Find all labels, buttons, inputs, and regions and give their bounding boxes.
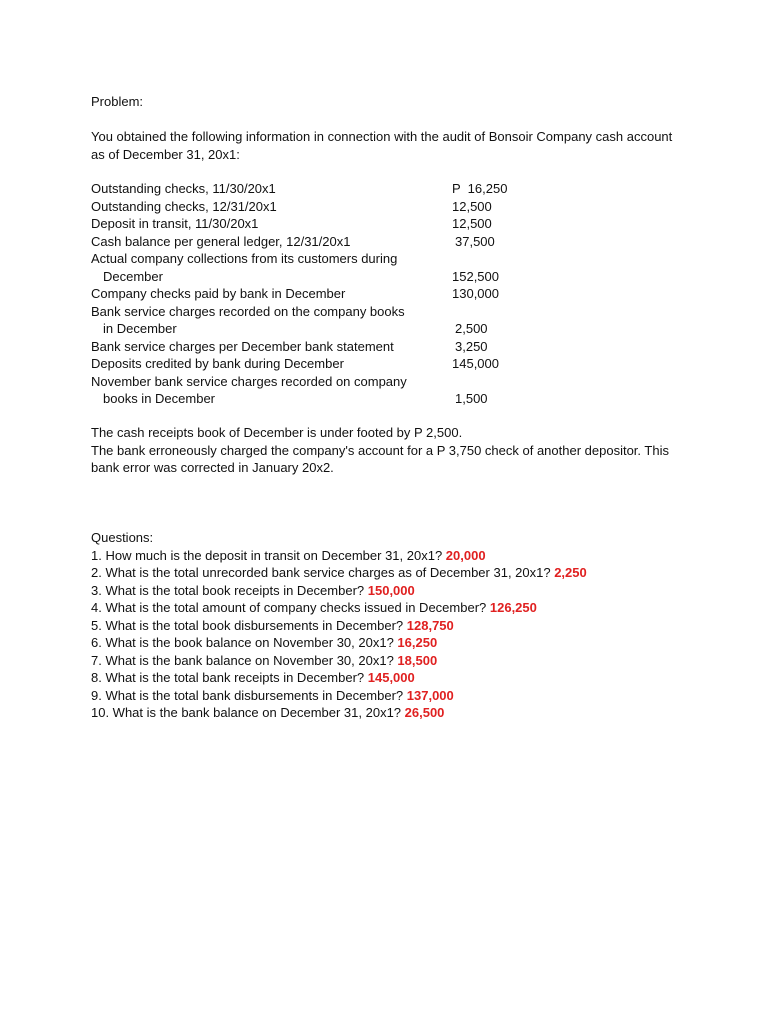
- item-label: books in December: [103, 391, 215, 406]
- item-row: [91, 373, 511, 391]
- question-text: 4. What is the total amount of company checks issued in December?: [91, 600, 490, 615]
- question-answer: 145,000: [367, 670, 415, 685]
- intro-line: You obtained the following information in connection with the audit of Bonsoir Company cash account: [91, 129, 673, 144]
- question-text: 7. What is the bank balance on November 30, 20x1?: [91, 652, 398, 668]
- item-row: [91, 390, 511, 408]
- question-answer: 18,500: [397, 652, 438, 668]
- question-line: [91, 547, 691, 565]
- item-value: 130,000: [452, 286, 499, 301]
- intro-paragraph: [91, 128, 681, 163]
- question-line: [91, 669, 691, 687]
- question-answer: 26,500: [404, 705, 445, 720]
- question-text: 9. What is the total bank disbursements in December?: [91, 687, 407, 703]
- question-text: 6. What is the book balance on November 30, 20x1?: [91, 635, 398, 650]
- question-line: [91, 687, 691, 705]
- question-answer: 137,000: [406, 687, 454, 703]
- question-line: [91, 704, 691, 722]
- problem-heading: Problem:: [91, 94, 144, 109]
- item-value: 2,500: [455, 321, 488, 336]
- item-value: 152,500: [452, 268, 499, 284]
- item-value: 3,250: [455, 338, 488, 354]
- question-answer: 150,000: [367, 582, 415, 598]
- question-line: [91, 634, 691, 652]
- questions-section: [91, 529, 691, 722]
- note-line: The bank erroneously charged the company's account for a P 3,750 check of another depositor. This: [91, 442, 669, 458]
- item-row: [91, 215, 511, 233]
- item-value: 145,000: [452, 356, 499, 371]
- item-row: [91, 268, 511, 286]
- item-row: [91, 233, 511, 251]
- question-answer: 16,250: [397, 635, 438, 650]
- note-line: The cash receipts book of December is under footed by P 2,500.: [91, 425, 463, 440]
- item-value: 37,500: [455, 233, 495, 249]
- item-value: 12,500: [452, 216, 492, 231]
- item-value: P 16,250: [452, 181, 508, 196]
- questions-heading: Questions:: [91, 530, 154, 545]
- item-label: Deposit in transit, 11/30/20x1: [91, 216, 259, 231]
- item-label: Outstanding checks, 12/31/20x1: [91, 198, 277, 214]
- item-label: November bank service charges recorded on company: [91, 373, 407, 389]
- item-label: in December: [103, 321, 177, 336]
- data-items-list: [91, 180, 511, 408]
- question-answer: 20,000: [445, 547, 486, 563]
- question-text: 8. What is the total bank receipts in December?: [91, 670, 368, 685]
- item-value: 1,500: [455, 391, 488, 406]
- question-list: [91, 547, 691, 722]
- question-text: 10. What is the bank balance on December 31, 20x1?: [91, 705, 405, 720]
- item-row: [91, 198, 511, 216]
- item-row: [91, 320, 511, 338]
- question-line: [91, 582, 691, 600]
- question-text: 2. What is the total unrecorded bank service charges as of December 31, 20x1?: [91, 565, 555, 580]
- item-label: Bank service charges recorded on the company books: [91, 303, 405, 319]
- item-row: [91, 303, 511, 321]
- item-row: [91, 180, 511, 198]
- question-answer: 126,250: [489, 600, 537, 615]
- question-line: [91, 599, 691, 617]
- item-row: [91, 355, 511, 373]
- item-label: Cash balance per general ledger, 12/31/20x1: [91, 233, 351, 249]
- item-label: Actual company collections from its customers during: [91, 251, 398, 266]
- question-text: 3. What is the total book receipts in December?: [91, 582, 368, 598]
- item-row: [91, 285, 511, 303]
- intro-line: as of December 31, 20x1:: [91, 146, 240, 162]
- note-line: bank error was corrected in January 20x2.: [91, 460, 334, 475]
- question-line: [91, 617, 691, 635]
- item-label: December: [103, 268, 163, 284]
- notes-paragraph: [91, 424, 671, 477]
- item-label: Bank service charges per December bank statement: [91, 338, 394, 354]
- question-line: [91, 652, 691, 670]
- item-row: [91, 338, 511, 356]
- question-answer: 2,250: [554, 565, 587, 580]
- question-text: 1. How much is the deposit in transit on December 31, 20x1?: [91, 547, 446, 563]
- item-label: Outstanding checks, 11/30/20x1: [91, 181, 276, 196]
- question-answer: 128,750: [406, 617, 454, 633]
- item-value: 12,500: [452, 198, 492, 214]
- item-label: Company checks paid by bank in December: [91, 286, 346, 301]
- item-label: Deposits credited by bank during December: [91, 356, 344, 371]
- question-line: [91, 564, 691, 582]
- item-row: [91, 250, 511, 268]
- question-text: 5. What is the total book disbursements in December?: [91, 617, 407, 633]
